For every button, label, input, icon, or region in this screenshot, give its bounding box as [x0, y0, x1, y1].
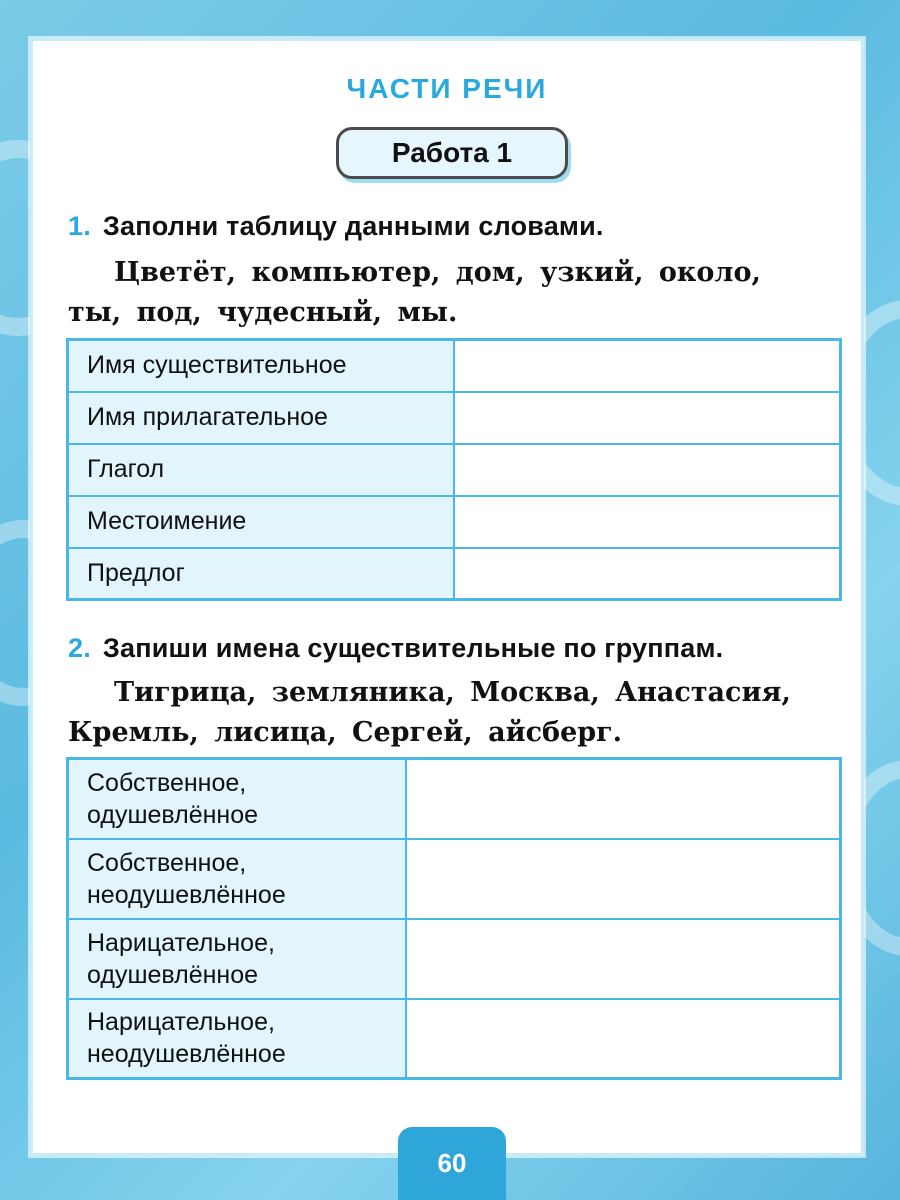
- answer-cell[interactable]: [406, 839, 841, 919]
- answer-cell[interactable]: [454, 444, 841, 496]
- table-row: [68, 496, 841, 548]
- row-label: [68, 839, 407, 919]
- page-number: 60: [398, 1127, 506, 1200]
- row-label: Имя существительное: [68, 340, 455, 392]
- answer-cell[interactable]: [406, 919, 841, 999]
- section-title: ЧАСТИ РЕЧИ: [346, 73, 548, 104]
- row-label: Глагол: [68, 444, 455, 496]
- task-1-instruction: [68, 211, 604, 242]
- task-1-number: 1.: [68, 211, 91, 241]
- row-label: [68, 759, 407, 839]
- answer-cell[interactable]: [454, 496, 841, 548]
- table-row: [68, 759, 841, 839]
- task-1-words-line-2: ты, под, чудесный, мы.: [68, 297, 458, 328]
- row-label-line-1: Нарицательное,: [87, 928, 275, 957]
- task-2-words-line-2: Кремль, лисица, Сергей, айсберг.: [68, 717, 623, 748]
- work-label: Работа 1: [336, 127, 568, 179]
- row-label-line-1: Нарицательное,: [87, 1008, 275, 1037]
- noun-groups-table: [66, 757, 842, 1080]
- task-2-words: [68, 673, 848, 753]
- table-row: [68, 392, 841, 444]
- row-label-line-1: Собственное,: [87, 848, 247, 877]
- task-1-text: Заполни таблицу данными словами.: [102, 211, 604, 241]
- row-label: Имя прилагательное: [68, 392, 455, 444]
- task-1-words: [68, 253, 848, 333]
- row-label-line-2: неодушевлённое: [87, 1040, 286, 1069]
- answer-cell[interactable]: [454, 340, 841, 392]
- table-row: [68, 340, 841, 392]
- parts-of-speech-table: [66, 338, 842, 601]
- task-2-text: Запиши имена существительные по группам.: [102, 633, 724, 663]
- answer-cell[interactable]: [454, 392, 841, 444]
- answer-cell[interactable]: [406, 759, 841, 839]
- workbook-page: [30, 38, 864, 1156]
- task-2-number: 2.: [68, 633, 91, 663]
- row-label: Предлог: [68, 548, 455, 600]
- row-label: [68, 999, 407, 1079]
- task-1-words-line-1: Цветёт, компьютер, дом, узкий, около,: [114, 257, 761, 288]
- table-row: [68, 444, 841, 496]
- row-label-line-2: одушевлённое: [87, 960, 259, 989]
- table-row: [68, 839, 841, 919]
- row-label: Местоимение: [68, 496, 455, 548]
- task-2-instruction: [68, 633, 723, 664]
- answer-cell[interactable]: [406, 999, 841, 1079]
- row-label-line-1: Собственное,: [87, 768, 247, 797]
- answer-cell[interactable]: [454, 548, 841, 600]
- table-row: [68, 919, 841, 999]
- row-label-line-2: одушевлённое: [87, 800, 259, 829]
- table-row: [68, 999, 841, 1079]
- row-label-line-2: неодушевлённое: [87, 880, 286, 909]
- row-label: [68, 919, 407, 999]
- table-row: [68, 548, 841, 600]
- task-2-words-line-1: Тигрица, земляника, Москва, Анастасия,: [114, 677, 791, 708]
